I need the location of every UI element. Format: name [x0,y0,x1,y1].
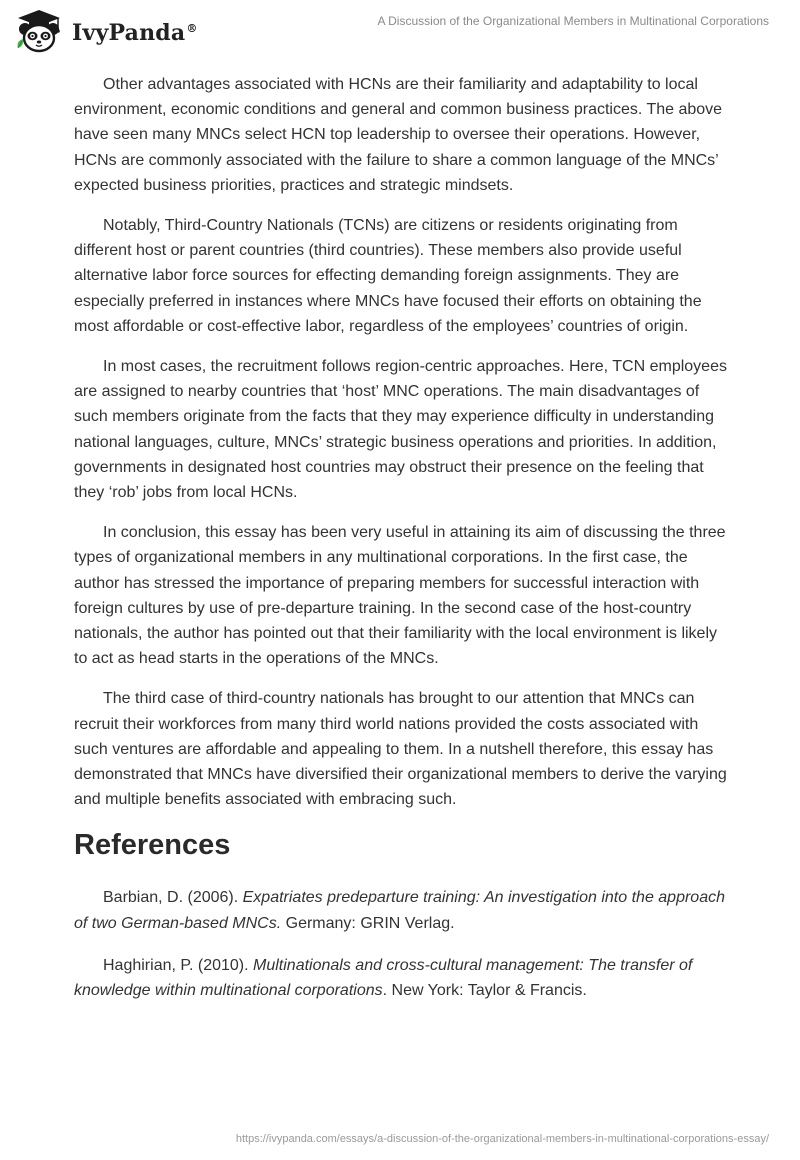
paragraph: Notably, Third-Country Nationals (TCNs) are citizens or residents originating from different host or parent countries (third countries). These members also provide useful alternative labor force sources for effecting demanding foreign assignments. They are especially preferred in instances where MNCs have focused their efforts on obtaining the most affordable or cost-effective labor, regardless of the employees’ countries of origin. [74,217,702,335]
reference-publisher: . New York: Taylor & Francis. [382,982,587,1000]
references-heading: References [74,829,231,862]
ivypanda-logo[interactable] [14,8,198,54]
reference-item [74,885,734,935]
source-url[interactable]: https://ivypanda.com/essays/a-discussion-of-the-organizational-members-in-multinational-corporations-essay/ [235,1133,769,1145]
paragraph: The third case of third-country nationals has brought to our attention that MNCs can recruit their workforces from many third world nations provided the costs associated with such ventures are affordable and appealing to them. In a nutshell therefore, this essay has demonstrated that MNCs have diversified their organizational members to derive the varying and multiple benefits associated with embracing such. [74,690,727,809]
reference-title: Multinationals and cross-cultural management: The transfer of knowledge within multinational corporations [74,956,693,1000]
page-header [0,0,800,60]
brand-name [72,20,198,46]
brand-registered-mark: ® [186,21,198,35]
paragraph: Other advantages associated with HCNs are their familiarity and adaptability to local environment, economic conditions and general and common business practices. The above have seen many MNCs select HCN top leadership to oversee their operations. However, HCNs are commonly associated with the failure to share a common language of the MNCs’ expected business priorities, practices and strategic mindsets. [74,76,723,194]
reference-author: Barbian, D. (2006). [103,889,243,907]
reference-title: Expatriates predeparture training: An investigation into the approach of two German-based MNCs. [74,889,725,932]
reference-author: Haghirian, P. (2010). [103,956,254,974]
document-title: A Discussion of the Organizational Members in Multinational Corporations [377,14,769,28]
brand-text: IvyPanda [72,20,186,46]
panda-graduate-icon [14,8,64,54]
paragraph: In conclusion, this essay has been very useful in attaining its aim of discussing the three types of organizational members in any multinational corporations. In the first case, the author has stressed the importance of preparing members for successful interaction with foreign cultures by use of pre-departure training. In the second case of the host-country nationals, the author has pointed out that their familiarity with the local environment is likely to act as head starts in the operations of the MNCs. [74,524,726,668]
paragraph: In most cases, the recruitment follows region-centric approaches. Here, TCN employees are assigned to nearby countries that ‘host’ MNC operations. The main disadvantages of such members originate from the facts that they may experience difficulty in understanding national languages, culture, MNCs’ strategic business operations and priorities. In addition, governments in designated host countries may obstruct their presence on the feeling that they ‘rob’ jobs from local HCNs. [74,358,727,502]
essay-body [74,72,734,1020]
reference-item [74,953,734,1003]
reference-publisher: Germany: GRIN Verlag. [281,914,455,932]
